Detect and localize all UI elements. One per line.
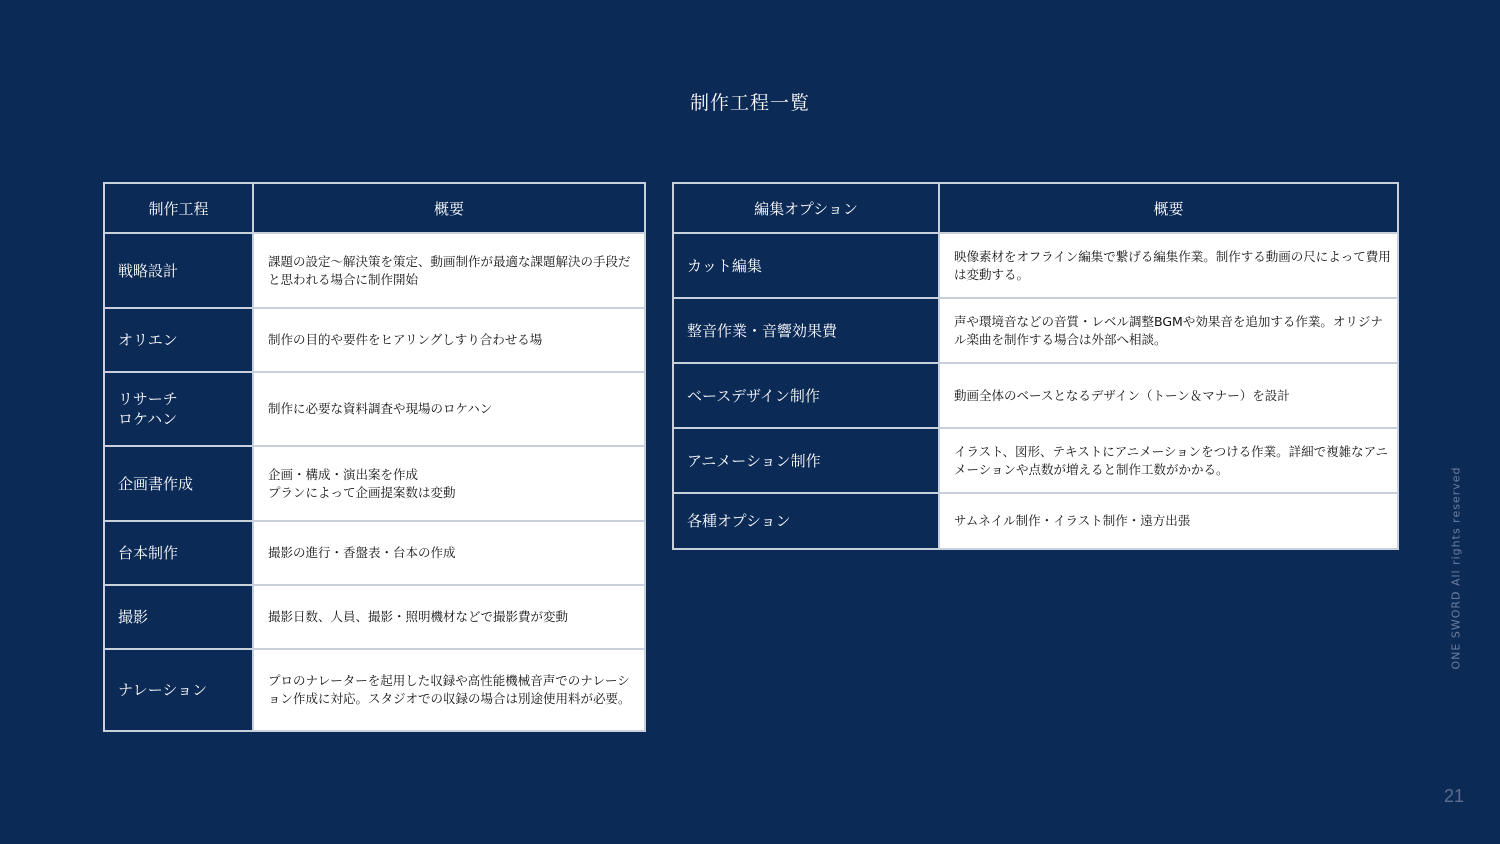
table-row (104, 585, 645, 649)
row-label: 企画書作成 (104, 446, 253, 521)
column-header-summary: 概要 (939, 183, 1398, 233)
table-row (673, 298, 1398, 363)
table-row (104, 233, 645, 308)
row-description: 企画・構成・演出案を作成 プランによって企画提案数は変動 (253, 446, 645, 521)
row-label: ベースデザイン制作 (673, 363, 939, 428)
table-row (673, 493, 1398, 549)
slide-title: 制作工程一覧 (689, 92, 810, 114)
row-description: 動画全体のベースとなるデザイン（トーン＆マナー）を設計 (939, 363, 1398, 428)
row-description: 撮影の進行・香盤表・台本の作成 (253, 521, 645, 585)
row-label: 台本制作 (104, 521, 253, 585)
column-header-process: 制作工程 (104, 183, 253, 233)
column-header-option: 編集オプション (673, 183, 939, 233)
row-label: ナレーション (104, 649, 253, 731)
table-row (104, 521, 645, 585)
page-number: 21 (1443, 786, 1464, 806)
row-description: プロのナレーターを起用した収録や高性能機械音声でのナレーション作成に対応。スタジオでの収録の場合は別途使用料が必要。 (253, 649, 645, 731)
row-description: イラスト、図形、テキストにアニメーションをつける作業。詳細で複雑なアニメーションや点数が増えると制作工数がかかる。 (939, 428, 1398, 493)
row-label: 戦略設計 (104, 233, 253, 308)
copyright-notice: ONE SWORD All rights reserved (1449, 466, 1463, 670)
row-label: カット編集 (673, 233, 939, 298)
row-label: リサーチ ロケハン (104, 372, 253, 446)
row-description: 声や環境音などの音質・レベル調整BGMや効果音を追加する作業。オリジナル楽曲を制作する場合は外部へ相談。 (939, 298, 1398, 363)
table-header-row (673, 183, 1398, 233)
row-description: 課題の設定～解決策を策定、動画制作が最適な課題解決の手段だと思われる場合に制作開始 (253, 233, 645, 308)
row-description: サムネイル制作・イラスト制作・遠方出張 (939, 493, 1398, 549)
editing-options-table (672, 182, 1399, 550)
row-label: 撮影 (104, 585, 253, 649)
row-label: オリエン (104, 308, 253, 372)
row-description: 制作の目的や要件をヒアリングしすり合わせる場 (253, 308, 645, 372)
production-process-table (103, 182, 646, 732)
row-description: 映像素材をオフライン編集で繋げる編集作業。制作する動画の尺によって費用は変動する。 (939, 233, 1398, 298)
row-label: 各種オプション (673, 493, 939, 549)
row-description: 制作に必要な資料調査や現場のロケハン (253, 372, 645, 446)
table-header-row (104, 183, 645, 233)
table-row (673, 428, 1398, 493)
table-row (104, 446, 645, 521)
row-label: 整音作業・音響効果費 (673, 298, 939, 363)
table-row (104, 372, 645, 446)
column-header-summary: 概要 (253, 183, 645, 233)
row-description: 撮影日数、人員、撮影・照明機材などで撮影費が変動 (253, 585, 645, 649)
table-row (104, 308, 645, 372)
table-row (673, 233, 1398, 298)
table-row (673, 363, 1398, 428)
row-label: アニメーション制作 (673, 428, 939, 493)
table-row (104, 649, 645, 731)
